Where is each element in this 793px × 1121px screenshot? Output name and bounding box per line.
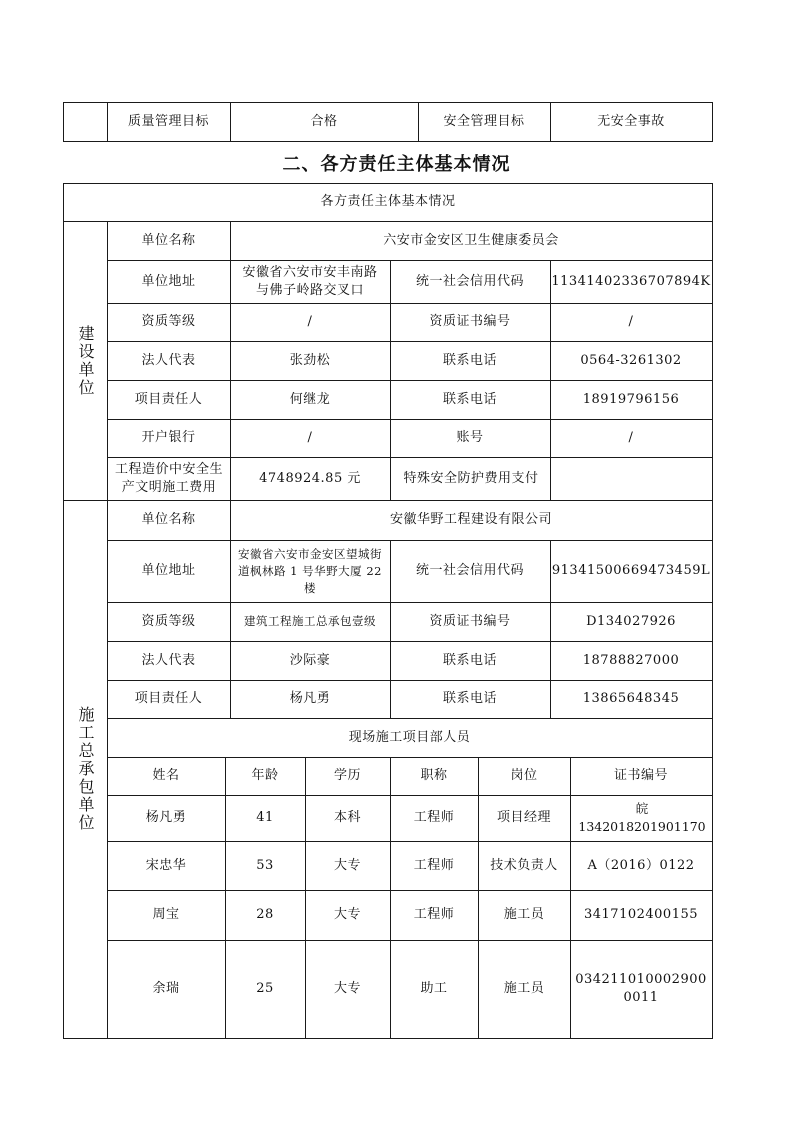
staff-row-3-title: 工程师 bbox=[413, 907, 455, 922]
build-pm-value: 何继龙 bbox=[289, 391, 331, 407]
contractor-legal-phone-value: 18788827000 bbox=[582, 652, 680, 668]
staff-row-4-cert: 0342110100029000011 bbox=[575, 972, 707, 1005]
build-account-value: / bbox=[628, 430, 634, 445]
build-cost-label: 工程造价中安全生产文明施工费用 bbox=[114, 461, 223, 495]
staff-row-1-education: 本科 bbox=[333, 810, 361, 825]
build-legal-value: 张劲松 bbox=[289, 352, 331, 368]
build-pm-label: 项目责任人 bbox=[134, 391, 203, 407]
build-credit-label: 统一社会信用代码 bbox=[415, 273, 524, 289]
build-pm-phone-value: 18919796156 bbox=[582, 391, 680, 407]
quality-goal-label: 质量管理目标 bbox=[127, 114, 209, 129]
staff-row-1-cert: 皖 1342018201901170 bbox=[578, 801, 706, 834]
staff-row-4-title: 助工 bbox=[420, 981, 448, 996]
staff-header-position: 岗位 bbox=[510, 768, 538, 783]
build-pm-phone-label: 联系电话 bbox=[442, 391, 497, 407]
build-qual-label: 资质等级 bbox=[141, 314, 196, 329]
staff-row-4-position: 施工员 bbox=[503, 981, 545, 996]
contractor-credit-label: 统一社会信用代码 bbox=[415, 563, 524, 578]
section-heading: 二、各方责任主体基本情况 bbox=[282, 154, 511, 175]
contractor-pm-value: 杨凡勇 bbox=[289, 691, 331, 706]
build-name-label: 单位名称 bbox=[141, 232, 196, 248]
staff-row-3-name: 周宝 bbox=[152, 907, 180, 922]
staff-row-2-cert: A（2016）0122 bbox=[587, 857, 695, 873]
contractor-legal-value: 沙际豪 bbox=[289, 652, 331, 668]
contractor-pm-phone-label: 联系电话 bbox=[442, 691, 497, 706]
staff-row-1-name: 杨凡勇 bbox=[145, 810, 187, 825]
staff-row-2-education: 大专 bbox=[333, 857, 361, 873]
contractor-credit-value: 91341500669473459L bbox=[551, 563, 711, 578]
build-address-value: 安徽省六安市安丰南路与佛子岭路交叉口 bbox=[242, 264, 378, 298]
contractor-legal-phone-label: 联系电话 bbox=[442, 652, 497, 668]
build-bank-label: 开户银行 bbox=[141, 430, 196, 445]
staff-header-education: 学历 bbox=[333, 768, 361, 783]
quality-goal-value: 合格 bbox=[310, 114, 338, 129]
staff-row-3-education: 大专 bbox=[333, 907, 361, 922]
build-special-value bbox=[550, 457, 712, 500]
contractor-cert-label: 资质证书编号 bbox=[429, 613, 511, 629]
table-title: 各方责任主体基本情况 bbox=[320, 194, 456, 209]
safety-goal-value: 无安全事故 bbox=[597, 114, 665, 129]
staff-row-2-position: 技术负责人 bbox=[490, 857, 558, 873]
staff-row-2-name: 宋忠华 bbox=[145, 857, 187, 873]
contractor-pm-label: 项目责任人 bbox=[134, 691, 203, 706]
build-special-label: 特殊安全防护费用支付 bbox=[403, 470, 539, 486]
build-name-value: 六安市金安区卫生健康委员会 bbox=[383, 232, 559, 248]
staff-row-3-cert: 3417102400155 bbox=[583, 907, 699, 922]
build-cost-value: 4748924.85 元 bbox=[259, 470, 361, 486]
build-account-label: 账号 bbox=[456, 430, 484, 445]
staff-section-title: 现场施工项目部人员 bbox=[348, 729, 471, 745]
rule bbox=[712, 102, 713, 142]
staff-header-title: 职称 bbox=[420, 768, 448, 783]
staff-row-1-title: 工程师 bbox=[413, 810, 455, 825]
build-legal-phone-label: 联系电话 bbox=[442, 352, 497, 368]
contractor-name-value: 安徽华野工程建设有限公司 bbox=[389, 512, 552, 527]
build-address-label: 单位地址 bbox=[141, 273, 196, 289]
contractor-qual-label: 资质等级 bbox=[141, 613, 196, 629]
build-legal-phone-value: 0564-3261302 bbox=[580, 352, 682, 368]
build-credit-value: 11341402336707894K bbox=[551, 273, 711, 289]
build-legal-label: 法人代表 bbox=[141, 352, 196, 368]
staff-row-3-position: 施工员 bbox=[503, 907, 545, 922]
contractor-group-label: 施工总承包单位 bbox=[76, 706, 95, 832]
contractor-address-value: 安徽省六安市金安区望城街道枫林路 1 号华野大厦 22 楼 bbox=[238, 546, 382, 595]
contractor-address-label: 单位地址 bbox=[141, 563, 196, 578]
contractor-cert-value: D134027926 bbox=[586, 613, 676, 629]
build-qual-value: / bbox=[307, 314, 313, 329]
staff-row-1-age: 41 bbox=[256, 810, 274, 825]
staff-header-age: 年龄 bbox=[251, 768, 279, 783]
rule bbox=[63, 102, 64, 142]
contractor-name-label: 单位名称 bbox=[141, 512, 196, 527]
build-unit-group-label: 建设单位 bbox=[76, 324, 95, 397]
contractor-legal-label: 法人代表 bbox=[141, 652, 196, 668]
staff-row-4-education: 大专 bbox=[333, 981, 361, 996]
staff-row-1-position: 项目经理 bbox=[496, 810, 551, 825]
build-bank-value: / bbox=[307, 430, 313, 445]
staff-row-2-title: 工程师 bbox=[413, 857, 455, 873]
staff-row-4-age: 25 bbox=[256, 981, 274, 996]
staff-row-3-age: 28 bbox=[256, 907, 274, 922]
rule bbox=[63, 1038, 713, 1039]
contractor-qual-value: 建筑工程施工总承包壹级 bbox=[244, 614, 376, 628]
build-cert-label: 资质证书编号 bbox=[429, 314, 511, 329]
build-cert-value: / bbox=[628, 314, 634, 329]
staff-row-4-name: 余瑞 bbox=[152, 981, 180, 996]
staff-row-2-age: 53 bbox=[256, 857, 274, 873]
safety-goal-label: 安全管理目标 bbox=[443, 114, 525, 129]
contractor-pm-phone-value: 13865648345 bbox=[582, 691, 680, 706]
staff-header-cert: 证书编号 bbox=[613, 768, 668, 783]
staff-header-name: 姓名 bbox=[152, 768, 180, 783]
rule bbox=[712, 183, 713, 1039]
